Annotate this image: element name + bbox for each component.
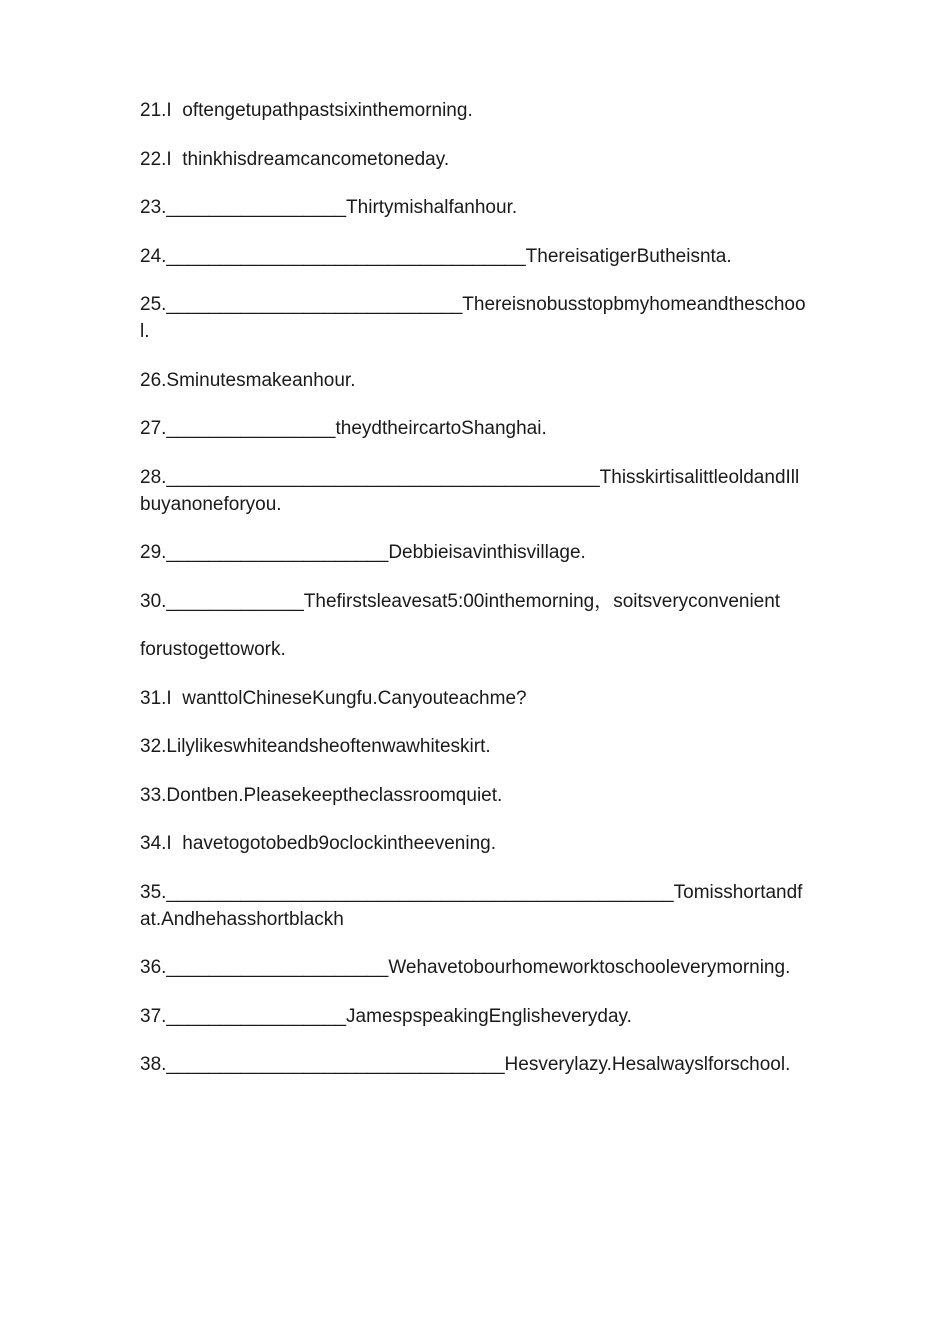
exercise-30-continued: forustogettowork. xyxy=(140,639,286,660)
exercise-24: 24.__________________________________ThereisatigerButheisnta. xyxy=(140,245,732,267)
exercise-26: 26.Sminutesmakeanhour. xyxy=(140,369,356,391)
exercise-32: 32.Lilylikeswhiteandsheoftenwawhiteskirt. xyxy=(140,736,491,757)
exercise-27: 27.________________theydtheircartoShanghai. xyxy=(140,418,547,439)
exercise-35: 35.________________________________________________Tomisshortandfat.Andhehasshortblackh xyxy=(140,881,803,930)
exercise-34: 34.I havetogotobedb9oclockintheevening. xyxy=(140,833,496,854)
exercise-36: 36._____________________Wehavetobourhomeworktoschooleverymorning. xyxy=(140,957,791,978)
exercise-38: 38.________________________________Hesverylazy.Hesalwayslforschool. xyxy=(140,1054,791,1075)
exercise-21: 21.I oftengetupathpastsixinthemorning. xyxy=(140,100,473,121)
exercise-25: 25.____________________________Thereisnobusstopbmyhomeandtheschool. xyxy=(140,294,806,342)
exercise-29: 29._____________________Debbieisavinthisvillage. xyxy=(140,542,586,563)
exercise-23: 23._________________Thirtymishalfanhour. xyxy=(140,197,518,218)
exercise-22: 22.I thinkhisdreamcancometoneday. xyxy=(140,148,450,170)
exercise-31: 31.I wanttolChineseKungfu.Canyouteachme? xyxy=(140,687,527,709)
exercise-37: 37._________________JamespspeakingEnglisheveryday. xyxy=(140,1005,632,1027)
exercise-28: 28._________________________________________ThisskirtisalittleoldandIllbuyanoneforyou. xyxy=(140,466,800,515)
exercise-30: 30._____________Thefirstsleavesat5:00inthemorning，soitsveryconvenient xyxy=(140,590,781,612)
exercise-list xyxy=(140,97,806,1100)
exercise-33: 33.Dontben.Pleasekeeptheclassroomquiet. xyxy=(140,784,503,806)
